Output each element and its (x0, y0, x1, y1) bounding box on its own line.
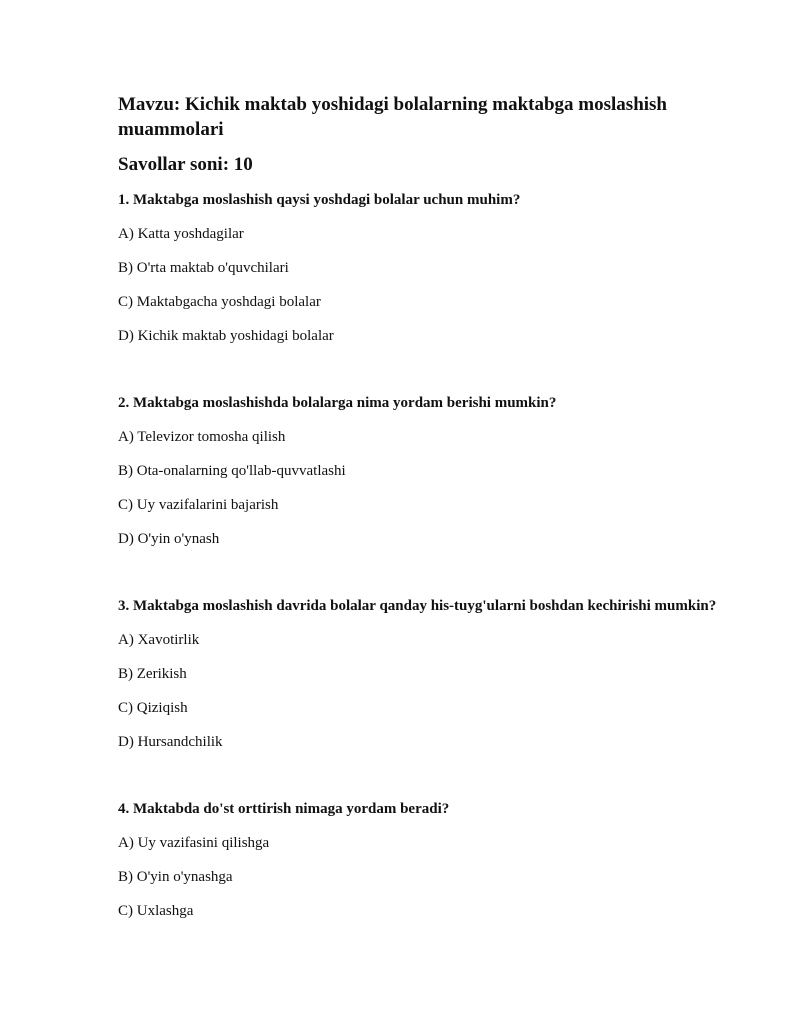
answer-option: D) Hursandchilik (118, 734, 223, 750)
question-block (118, 393, 718, 550)
answer-option: C) Maktabgacha yoshdagi bolalar (118, 294, 321, 310)
answer-option: C) Uy vazifalarini bajarish (118, 497, 279, 513)
answer-option: D) O'yin o'ynash (118, 531, 220, 547)
question-text: 4. Maktabda do'st orttirish nimaga yordam beradi? (118, 801, 450, 817)
question-block (118, 190, 718, 347)
answer-option: A) Katta yoshdagilar (118, 226, 244, 242)
question-block (118, 799, 718, 922)
answer-option: B) O'yin o'ynashga (118, 869, 233, 885)
document-title: Mavzu: Kichik maktab yoshidagi bolalarning maktabga moslashish muammolari (118, 94, 667, 140)
question-text: 3. Maktabga moslashish davrida bolalar qanday his-tuyg'ularni boshdan kechirishi mumkin? (118, 598, 717, 614)
answer-option: B) Ota-onalarning qo'llab-quvvatlashi (118, 463, 346, 479)
question-text: 2. Maktabga moslashishda bolalarga nima yordam berishi mumkin? (118, 395, 557, 411)
question-text: 1. Maktabga moslashish qaysi yoshdagi bolalar uchun muhim? (118, 192, 521, 208)
answer-option: D) Kichik maktab yoshidagi bolalar (118, 328, 334, 344)
answer-option: B) Zerikish (118, 666, 187, 682)
question-count: Savollar soni: 10 (118, 154, 253, 175)
answer-option: A) Televizor tomosha qilish (118, 429, 286, 445)
question-block (118, 596, 718, 753)
answer-option: B) O'rta maktab o'quvchilari (118, 260, 289, 276)
answer-option: A) Xavotirlik (118, 632, 200, 648)
answer-option: C) Qiziqish (118, 700, 188, 716)
document-page (118, 92, 718, 922)
answer-option: A) Uy vazifasini qilishga (118, 835, 270, 851)
answer-option: C) Uxlashga (118, 903, 194, 919)
